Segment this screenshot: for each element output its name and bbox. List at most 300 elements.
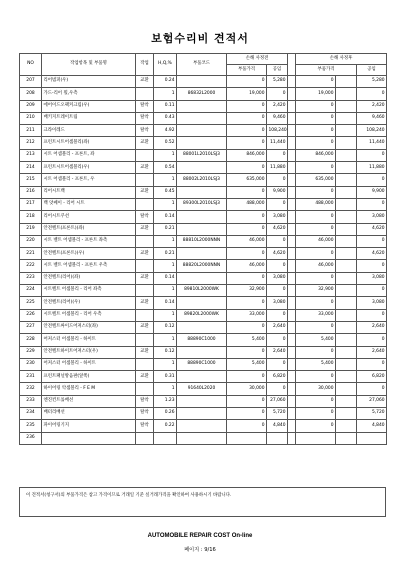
row-no: 209 bbox=[20, 100, 42, 112]
row-spacer bbox=[288, 149, 296, 161]
row-after-spacer bbox=[336, 346, 357, 358]
row-after-labor: 3,080 bbox=[357, 297, 387, 309]
row-after-parts-price: 0 bbox=[296, 297, 336, 309]
row-hqty: 0.54 bbox=[154, 162, 177, 174]
row-spacer bbox=[288, 88, 296, 100]
row-spacer bbox=[288, 174, 296, 186]
row-after-parts-price: 0 bbox=[296, 76, 336, 88]
row-spacer bbox=[288, 309, 296, 321]
row-after-spacer bbox=[336, 408, 357, 420]
row-item-name: 파이어링기지 bbox=[42, 420, 136, 432]
row-after-parts-price bbox=[296, 432, 336, 444]
row-item-name: 안전벨트하이트어져스터(우) bbox=[42, 346, 136, 358]
row-after-parts-price: 0 bbox=[296, 162, 336, 174]
row-after-labor: 0 bbox=[357, 383, 387, 395]
row-after-labor: 11,880 bbox=[357, 162, 387, 174]
row-spacer bbox=[288, 223, 296, 235]
row-after-parts-price: 0 bbox=[296, 408, 336, 420]
row-after-parts-price: 0 bbox=[296, 272, 336, 284]
row-no: 220 bbox=[20, 235, 42, 247]
row-after-spacer bbox=[336, 432, 357, 444]
row-no: 216 bbox=[20, 186, 42, 198]
row-hqty: 0.12 bbox=[154, 346, 177, 358]
row-item-name: 안전벨트(리어)(우) bbox=[42, 297, 136, 309]
header-no: NO bbox=[20, 54, 42, 76]
table-row bbox=[20, 223, 387, 235]
table-row bbox=[20, 309, 387, 321]
header-after-parts-price: 부품가격 bbox=[296, 65, 357, 76]
row-item-name: 엔진컨트롤배선 bbox=[42, 395, 136, 407]
row-work-type bbox=[136, 309, 154, 321]
row-after-spacer bbox=[336, 321, 357, 333]
row-after-parts-price: 0 bbox=[296, 371, 336, 383]
row-before-parts-price: 0 bbox=[227, 100, 267, 112]
row-after-labor: 4,840 bbox=[357, 420, 387, 432]
row-before-parts-price: 635,000 bbox=[227, 174, 267, 186]
row-before-parts-price: 0 bbox=[227, 272, 267, 284]
row-before-parts-price: 33,000 bbox=[227, 309, 267, 321]
row-work-type: 교환 bbox=[136, 321, 154, 333]
row-before-parts-price: 0 bbox=[227, 223, 267, 235]
row-part-code: 88810L2000NNN bbox=[177, 235, 227, 247]
row-no: 215 bbox=[20, 174, 42, 186]
row-before-labor: 3,080 bbox=[267, 297, 288, 309]
row-after-labor: 0 bbox=[357, 174, 387, 186]
row-no: 211 bbox=[20, 125, 42, 137]
row-after-spacer bbox=[336, 211, 357, 223]
row-work-type: 교환 bbox=[136, 162, 154, 174]
row-work-type: 교환 bbox=[136, 346, 154, 358]
row-after-parts-price: 0 bbox=[296, 395, 336, 407]
row-item-name: 프런트시트어셈블리(우) bbox=[42, 162, 136, 174]
row-after-labor: 2,640 bbox=[357, 321, 387, 333]
header-hqty: H,Q,% bbox=[154, 54, 177, 76]
row-item-name: 리어범퍼(우) bbox=[42, 76, 136, 88]
row-no: 213 bbox=[20, 149, 42, 161]
row-hqty: 0.31 bbox=[154, 371, 177, 383]
row-spacer bbox=[288, 248, 296, 260]
row-item-name: 프런트패널방음판(앞쪽) bbox=[42, 371, 136, 383]
row-before-parts-price: 46,000 bbox=[227, 260, 267, 272]
row-item-name: 하이어링 악셈블리 - F E M bbox=[42, 383, 136, 395]
row-no: 223 bbox=[20, 272, 42, 284]
row-part-code bbox=[177, 420, 227, 432]
row-spacer bbox=[288, 346, 296, 358]
row-after-labor: 0 bbox=[357, 88, 387, 100]
row-spacer bbox=[288, 112, 296, 124]
row-before-parts-price: 0 bbox=[227, 76, 267, 88]
table-row bbox=[20, 248, 387, 260]
row-no: 217 bbox=[20, 198, 42, 210]
row-after-labor: 0 bbox=[357, 358, 387, 370]
row-hqty: 1 bbox=[154, 285, 177, 297]
row-part-code bbox=[177, 321, 227, 333]
row-hqty: 0.14 bbox=[154, 297, 177, 309]
row-part-code bbox=[177, 297, 227, 309]
row-hqty: 0.14 bbox=[154, 211, 177, 223]
row-before-labor: 0 bbox=[267, 383, 288, 395]
row-work-type: 탈착 bbox=[136, 420, 154, 432]
row-item-name bbox=[42, 432, 136, 444]
header-part-code: 부품코드 bbox=[177, 54, 227, 76]
row-part-code bbox=[177, 248, 227, 260]
row-after-parts-price: 488,000 bbox=[296, 198, 336, 210]
row-spacer bbox=[288, 235, 296, 247]
row-after-labor: 0 bbox=[357, 334, 387, 346]
row-work-type bbox=[136, 334, 154, 346]
row-after-spacer bbox=[336, 334, 357, 346]
row-spacer bbox=[288, 371, 296, 383]
table-row bbox=[20, 420, 387, 432]
row-before-parts-price: 0 bbox=[227, 112, 267, 124]
row-part-code: 86832L2000 bbox=[177, 88, 227, 100]
row-before-labor: 4,840 bbox=[267, 420, 288, 432]
row-after-parts-price: 0 bbox=[296, 137, 336, 149]
row-hqty: 1 bbox=[154, 88, 177, 100]
row-hqty: 1 bbox=[154, 149, 177, 161]
row-before-labor bbox=[267, 432, 288, 444]
row-part-code bbox=[177, 371, 227, 383]
row-hqty: 1 bbox=[154, 260, 177, 272]
row-after-spacer bbox=[336, 272, 357, 284]
row-work-type: 탈착 bbox=[136, 125, 154, 137]
table-row bbox=[20, 383, 387, 395]
row-hqty: 1 bbox=[154, 383, 177, 395]
row-no: 224 bbox=[20, 285, 42, 297]
row-part-code bbox=[177, 76, 227, 88]
row-after-labor: 9,460 bbox=[357, 112, 387, 124]
row-spacer bbox=[288, 334, 296, 346]
row-part-code bbox=[177, 186, 227, 198]
row-part-code bbox=[177, 211, 227, 223]
row-part-code: 89810L2000WK bbox=[177, 285, 227, 297]
row-after-spacer bbox=[336, 174, 357, 186]
row-before-parts-price: 0 bbox=[227, 420, 267, 432]
row-before-labor: 0 bbox=[267, 358, 288, 370]
row-after-spacer bbox=[336, 383, 357, 395]
row-work-type: 교환 bbox=[136, 272, 154, 284]
row-spacer bbox=[288, 297, 296, 309]
row-before-parts-price bbox=[227, 432, 267, 444]
row-no: 232 bbox=[20, 383, 42, 395]
row-after-parts-price: 846,000 bbox=[296, 149, 336, 161]
row-hqty: 0.12 bbox=[154, 321, 177, 333]
row-after-labor: 5,720 bbox=[357, 408, 387, 420]
row-spacer bbox=[288, 272, 296, 284]
header-after-adjustment: 손해 사정후 bbox=[296, 54, 387, 65]
row-part-code bbox=[177, 395, 227, 407]
row-work-type: 교환 bbox=[136, 248, 154, 260]
table-row bbox=[20, 88, 387, 100]
header-before-parts-price: 부품가격 bbox=[227, 65, 267, 76]
row-after-parts-price: 0 bbox=[296, 100, 336, 112]
row-no: 219 bbox=[20, 223, 42, 235]
row-before-labor: 5,720 bbox=[267, 408, 288, 420]
row-after-spacer bbox=[336, 100, 357, 112]
row-no: 236 bbox=[20, 432, 42, 444]
row-part-code bbox=[177, 162, 227, 174]
row-before-parts-price: 0 bbox=[227, 321, 267, 333]
row-after-spacer bbox=[336, 309, 357, 321]
table-row bbox=[20, 137, 387, 149]
header-spacer bbox=[288, 54, 296, 76]
row-before-parts-price: 0 bbox=[227, 137, 267, 149]
row-before-labor: 9,460 bbox=[267, 112, 288, 124]
table-row bbox=[20, 112, 387, 124]
row-before-parts-price: 0 bbox=[227, 186, 267, 198]
row-work-type bbox=[136, 149, 154, 161]
row-part-code bbox=[177, 408, 227, 420]
row-no: 227 bbox=[20, 321, 42, 333]
row-part-code bbox=[177, 100, 227, 112]
row-after-spacer bbox=[336, 198, 357, 210]
row-after-spacer bbox=[336, 358, 357, 370]
row-after-spacer bbox=[336, 88, 357, 100]
header-after-labor: 공임 bbox=[357, 65, 387, 76]
row-after-spacer bbox=[336, 260, 357, 272]
row-after-labor: 0 bbox=[357, 149, 387, 161]
row-work-type: 교환 bbox=[136, 223, 154, 235]
footer-title: AUTOMOBILE REPAIR COST On-line bbox=[147, 533, 253, 539]
row-after-spacer bbox=[336, 297, 357, 309]
row-before-parts-price: 30,000 bbox=[227, 383, 267, 395]
row-before-labor: 4,620 bbox=[267, 223, 288, 235]
table-row bbox=[20, 358, 387, 370]
row-part-code: 88890C1000 bbox=[177, 334, 227, 346]
row-after-parts-price: 0 bbox=[296, 223, 336, 235]
row-before-labor: 5,280 bbox=[267, 76, 288, 88]
row-before-parts-price: 0 bbox=[227, 211, 267, 223]
row-spacer bbox=[288, 186, 296, 198]
row-spacer bbox=[288, 432, 296, 444]
row-spacer bbox=[288, 211, 296, 223]
row-before-labor: 2,420 bbox=[267, 100, 288, 112]
header-before-adjustment: 손해 사정전 bbox=[227, 54, 288, 65]
row-after-labor: 3,080 bbox=[357, 272, 387, 284]
row-after-labor: 2,420 bbox=[357, 100, 387, 112]
row-no: 233 bbox=[20, 395, 42, 407]
row-after-labor: 0 bbox=[357, 260, 387, 272]
row-before-parts-price: 488,000 bbox=[227, 198, 267, 210]
row-item-name: 어져스터 어셈블리 - 하이트 bbox=[42, 334, 136, 346]
row-part-code: 88820L2000NNN bbox=[177, 260, 227, 272]
row-after-labor: 108,240 bbox=[357, 125, 387, 137]
row-work-type bbox=[136, 285, 154, 297]
row-no: 229 bbox=[20, 346, 42, 358]
row-after-spacer bbox=[336, 149, 357, 161]
row-after-spacer bbox=[336, 248, 357, 260]
row-before-labor: 0 bbox=[267, 88, 288, 100]
row-hqty bbox=[154, 432, 177, 444]
row-part-code bbox=[177, 125, 227, 137]
row-before-labor: 6,820 bbox=[267, 371, 288, 383]
row-spacer bbox=[288, 260, 296, 272]
row-after-spacer bbox=[336, 162, 357, 174]
table-row bbox=[20, 272, 387, 284]
row-item-name: 안전벨트(리어)(좌) bbox=[42, 272, 136, 284]
row-item-name: 에어이드오팩커크립(우) bbox=[42, 100, 136, 112]
row-hqty: 0.21 bbox=[154, 223, 177, 235]
row-after-labor: 4,620 bbox=[357, 248, 387, 260]
row-spacer bbox=[288, 285, 296, 297]
row-after-parts-price: 5,400 bbox=[296, 358, 336, 370]
row-item-name: 시트벨트 어셈블리 - 리어 좌측 bbox=[42, 285, 136, 297]
row-work-type: 탈착 bbox=[136, 395, 154, 407]
row-before-parts-price: 0 bbox=[227, 395, 267, 407]
table-row bbox=[20, 174, 387, 186]
row-part-code: 88001L2010LSJ3 bbox=[177, 149, 227, 161]
row-part-code bbox=[177, 112, 227, 124]
row-item-name: 시트 어셈블리 - 프론트, 좌 bbox=[42, 149, 136, 161]
row-item-name: 백 앗쎄이 - 리어 시트 bbox=[42, 198, 136, 210]
row-hqty: 4.92 bbox=[154, 125, 177, 137]
row-after-spacer bbox=[336, 235, 357, 247]
row-part-code: 88890C1000 bbox=[177, 358, 227, 370]
row-before-parts-price: 0 bbox=[227, 297, 267, 309]
row-hqty: 1 bbox=[154, 309, 177, 321]
row-item-name: 크라이레드 bbox=[42, 125, 136, 137]
row-before-parts-price: 0 bbox=[227, 125, 267, 137]
row-before-labor: 9,900 bbox=[267, 186, 288, 198]
row-hqty: 0.45 bbox=[154, 186, 177, 198]
table-row bbox=[20, 211, 387, 223]
row-part-code bbox=[177, 137, 227, 149]
row-part-code: 89820L2000WK bbox=[177, 309, 227, 321]
row-after-spacer bbox=[336, 76, 357, 88]
row-after-parts-price: 0 bbox=[296, 321, 336, 333]
row-after-labor: 3,080 bbox=[357, 211, 387, 223]
row-before-parts-price: 5,400 bbox=[227, 334, 267, 346]
row-work-type: 탈착 bbox=[136, 112, 154, 124]
row-after-parts-price: 46,000 bbox=[296, 235, 336, 247]
note-text: 이 견적서(청구서)의 부품가격은 참고 가격이므로 거래일 기준 실거래가격을 확인하여 사용하시기 바랍니다. bbox=[26, 493, 232, 498]
row-after-spacer bbox=[336, 125, 357, 137]
row-before-labor: 0 bbox=[267, 285, 288, 297]
header-before-labor: 공임 bbox=[267, 65, 288, 76]
table-row bbox=[20, 260, 387, 272]
row-work-type: 탈착 bbox=[136, 100, 154, 112]
row-after-parts-price: 0 bbox=[296, 211, 336, 223]
row-hqty: 0.22 bbox=[154, 420, 177, 432]
row-part-code bbox=[177, 432, 227, 444]
row-item-name: 어져스터 어셈블리 - 하이트 bbox=[42, 358, 136, 370]
row-work-type bbox=[136, 88, 154, 100]
header-item: 작업항목 및 부품명 bbox=[42, 54, 136, 76]
row-no: 218 bbox=[20, 211, 42, 223]
row-work-type bbox=[136, 432, 154, 444]
row-item-name: 안전벨트싸이드어져스터(좌) bbox=[42, 321, 136, 333]
row-part-code: 89300L2010LSJ3 bbox=[177, 198, 227, 210]
row-work-type: 교환 bbox=[136, 297, 154, 309]
row-hqty: 1 bbox=[154, 198, 177, 210]
row-no: 212 bbox=[20, 137, 42, 149]
row-no: 231 bbox=[20, 371, 42, 383]
row-part-code bbox=[177, 223, 227, 235]
row-after-labor: 4,620 bbox=[357, 223, 387, 235]
row-after-labor: 0 bbox=[357, 309, 387, 321]
row-work-type bbox=[136, 235, 154, 247]
row-after-labor: 27,060 bbox=[357, 395, 387, 407]
row-before-parts-price: 19,000 bbox=[227, 88, 267, 100]
row-spacer bbox=[288, 383, 296, 395]
table-row bbox=[20, 100, 387, 112]
row-after-labor: 2,640 bbox=[357, 346, 387, 358]
row-no: 208 bbox=[20, 88, 42, 100]
row-work-type: 탈착 bbox=[136, 211, 154, 223]
row-work-type bbox=[136, 358, 154, 370]
table-row bbox=[20, 235, 387, 247]
table-row bbox=[20, 162, 387, 174]
row-no: 234 bbox=[20, 408, 42, 420]
row-item-name: 배터리배선 bbox=[42, 408, 136, 420]
row-hqty: 1.23 bbox=[154, 395, 177, 407]
row-spacer bbox=[288, 100, 296, 112]
row-after-parts-price: 635,000 bbox=[296, 174, 336, 186]
row-work-type: 교환 bbox=[136, 76, 154, 88]
header-work: 작업 bbox=[136, 54, 154, 76]
row-before-labor: 0 bbox=[267, 260, 288, 272]
row-before-parts-price: 32,900 bbox=[227, 285, 267, 297]
row-before-parts-price: 0 bbox=[227, 248, 267, 260]
table-row bbox=[20, 198, 387, 210]
row-spacer bbox=[288, 321, 296, 333]
row-work-type: 교환 bbox=[136, 137, 154, 149]
row-after-labor: 0 bbox=[357, 198, 387, 210]
table-row bbox=[20, 408, 387, 420]
row-before-labor: 108,240 bbox=[267, 125, 288, 137]
row-before-labor: 11,440 bbox=[267, 137, 288, 149]
row-after-parts-price: 30,000 bbox=[296, 383, 336, 395]
row-part-code: 91640L2020 bbox=[177, 383, 227, 395]
row-before-labor: 0 bbox=[267, 334, 288, 346]
row-part-code bbox=[177, 346, 227, 358]
row-spacer bbox=[288, 395, 296, 407]
row-spacer bbox=[288, 125, 296, 137]
row-item-name: 안전벨트(프론트)(우) bbox=[42, 248, 136, 260]
row-after-spacer bbox=[336, 395, 357, 407]
row-after-parts-price: 46,000 bbox=[296, 260, 336, 272]
row-item-name: 시트벨트 어셈블리 - 리어 우측 bbox=[42, 309, 136, 321]
row-hqty: 1 bbox=[154, 174, 177, 186]
row-after-parts-price: 32,900 bbox=[296, 285, 336, 297]
row-before-parts-price: 0 bbox=[227, 371, 267, 383]
row-after-parts-price: 0 bbox=[296, 112, 336, 124]
row-before-labor: 11,880 bbox=[267, 162, 288, 174]
row-no: 226 bbox=[20, 309, 42, 321]
table-row bbox=[20, 125, 387, 137]
row-hqty: 1 bbox=[154, 235, 177, 247]
table-row bbox=[20, 321, 387, 333]
table-row bbox=[20, 346, 387, 358]
row-item-name: 배키지트레이트림 bbox=[42, 112, 136, 124]
row-spacer bbox=[288, 137, 296, 149]
row-spacer bbox=[288, 408, 296, 420]
row-before-parts-price: 0 bbox=[227, 408, 267, 420]
table-row bbox=[20, 186, 387, 198]
row-after-spacer bbox=[336, 223, 357, 235]
row-spacer bbox=[288, 198, 296, 210]
row-before-parts-price: 0 bbox=[227, 162, 267, 174]
row-after-spacer bbox=[336, 112, 357, 124]
row-hqty: 0.52 bbox=[154, 137, 177, 149]
table-row bbox=[20, 334, 387, 346]
table-row bbox=[20, 297, 387, 309]
row-work-type bbox=[136, 174, 154, 186]
row-part-code: 88002L2010LSJ3 bbox=[177, 174, 227, 186]
table-row bbox=[20, 149, 387, 161]
row-before-labor: 3,080 bbox=[267, 272, 288, 284]
row-after-labor: 6,820 bbox=[357, 371, 387, 383]
